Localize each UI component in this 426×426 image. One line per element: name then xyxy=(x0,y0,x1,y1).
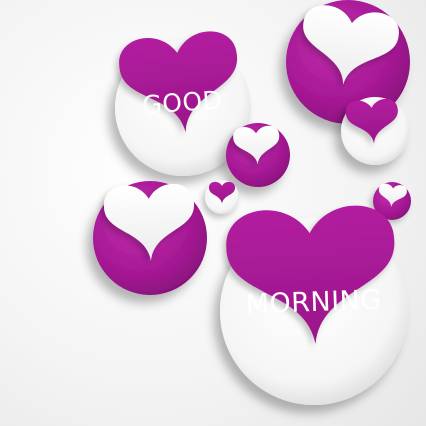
greeting-word-morning: MORNING xyxy=(245,284,383,321)
greeting-word-good: GOOD xyxy=(141,85,224,120)
